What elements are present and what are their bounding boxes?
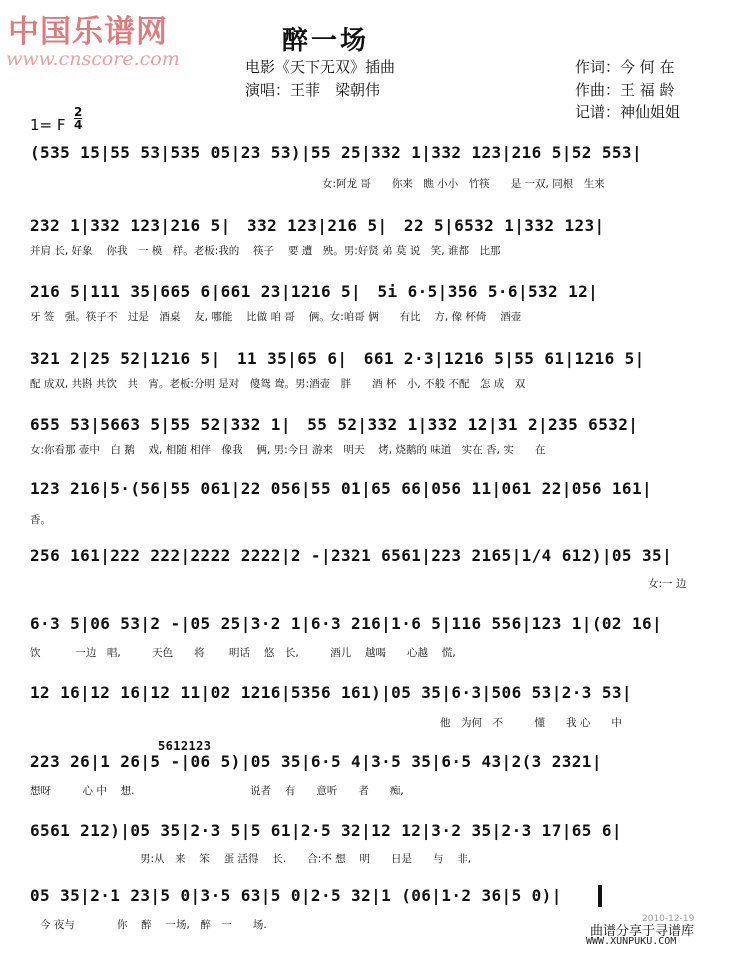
lyric-line-12: 今 夜与 你 醉 一场, 醉 一 场. (40, 919, 267, 931)
lyric-line-7: 女:一 边 (648, 578, 687, 590)
lyric-line-4: 配 成双, 共斟 共饮 共 宵。老板:分明 是对 傻鸳 鸯。男:酒壶 胖 酒 杯 小, 不般 不配 怎 成 双 (30, 378, 526, 390)
lyric-line-5: 女:你看那 壶中 白 鹅 戏, 相随 相伴 像我 俩, 男:今日 游来 明天 烤, 烧鹅的 味道 实在 香, 实 在 (30, 444, 546, 456)
key-signature: 1= F (30, 116, 66, 134)
final-barline (598, 885, 602, 907)
score-line-3: 216 5|111 35|665 6|661 23|1216 5| 5i 6·5|356 5·6|532 12| (30, 282, 599, 301)
score-line-12: 05 35|2·1 23|5 0|3·5 63|5 0|2·5 32|1 (06|1·2 36|5 0)| (30, 886, 562, 905)
lyric-line-2: 并肩 长, 好象 你我 一 模 样。老板:我的 筷子 要 遭 殃。男:好贤 弟 莫 说 笑, 谁都 比那 (30, 245, 501, 257)
lyric-line-1: 女:阿龙 哥 你来 瞧 小小 竹筷 是 一双, 同根 生来 (322, 178, 605, 190)
score-line-6: 123 216|5·(56|55 061|22 056|55 01|65 66|056 11|061 22|056 161| (30, 479, 653, 498)
footer-url: WWW.XUNPUKU.COM (586, 936, 677, 947)
score-line-8: 6·3 5|06 53|2 -|05 25|3·2 1|6·3 216|1·6 5|116 556|123 1|(02 16| (30, 614, 663, 633)
footer-site: 曲谱分享于寻谱库 (590, 924, 695, 939)
lyric-line-8: 饮 一边 唱, 天色 将 明话 悠 长, 酒儿 越喝 心越 慌, (30, 647, 456, 659)
time-signature (74, 106, 82, 131)
transcriber: 记谱：神仙姐姐 (575, 103, 681, 121)
watermark-url: www.cnscore.com (6, 48, 180, 70)
score-line-11: 6561 212)|05 35|2·3 5|5 61|2·5 32|12 12|3·2 35|2·3 17|65 6| (30, 821, 622, 840)
lyric-line-9: 他 为何 不 懂 我 心 中 (440, 717, 622, 729)
composer: 作曲：王 福 龄 (575, 81, 675, 99)
lyricist: 作词：今 何 在 (575, 58, 675, 76)
score-line-9: 12 16|12 16|12 11|02 1216|5356 161)|05 35|6·3|506 53|2·3 53| (30, 683, 632, 702)
score-line-7: 256 161|222 222|2222 2222|2 -|2321 6561|223 2165|1/4 612)|05 35| (30, 546, 673, 565)
score-line-5: 655 53|5663 5|55 52|332 1| 55 52|332 1|332 12|31 2|235 6532| (30, 415, 639, 434)
time-signature-top: 2 (74, 105, 83, 119)
score-line-1: (535 15|55 53|535 05|23 53)|55 25|332 1|332 123|216 5|52 553| (30, 143, 643, 162)
lyric-line-10: 想呀 心 中 想. 说者 有 意听 者 痴, (30, 785, 404, 797)
song-title: 醉一场 (282, 26, 370, 56)
film-note: 电影《天下无双》插曲 (245, 58, 396, 76)
lyric-line-6: 香。 (30, 514, 51, 526)
singers: 演唱：王菲 梁朝伟 (245, 81, 381, 99)
time-signature-bottom: 4 (74, 118, 83, 132)
watermark-site-name: 中国乐谱网 (8, 14, 168, 50)
date-stamp: 2010-12-19 (642, 914, 695, 924)
score-line-10: 223 26|1 26|5 -|06 5)|05 35|6·5 4|3·5 35|6·5 43|2(3 2321| (30, 752, 602, 771)
score-line-4: 321 2|25 52|1216 5| 11 35|65 6| 661 2·3|1216 5|55 61|1216 5| (30, 349, 645, 368)
lyric-line-3: 牙 签 强。筷子不 过是 酒桌 友, 哪能 比做 咱 哥 俩。女:咱哥 俩 有比 方, 像 杯倚 酒壶 (30, 311, 522, 323)
grace-notes: 5612123 (158, 739, 212, 753)
score-line-2: 232 1|332 123|216 5| 332 123|216 5| 22 5|6532 1|332 123| (30, 216, 605, 235)
lyric-line-11: 男:从 来 笨 蛋 活得 长. 合:不 想 明 日是 与 非, (140, 853, 472, 865)
